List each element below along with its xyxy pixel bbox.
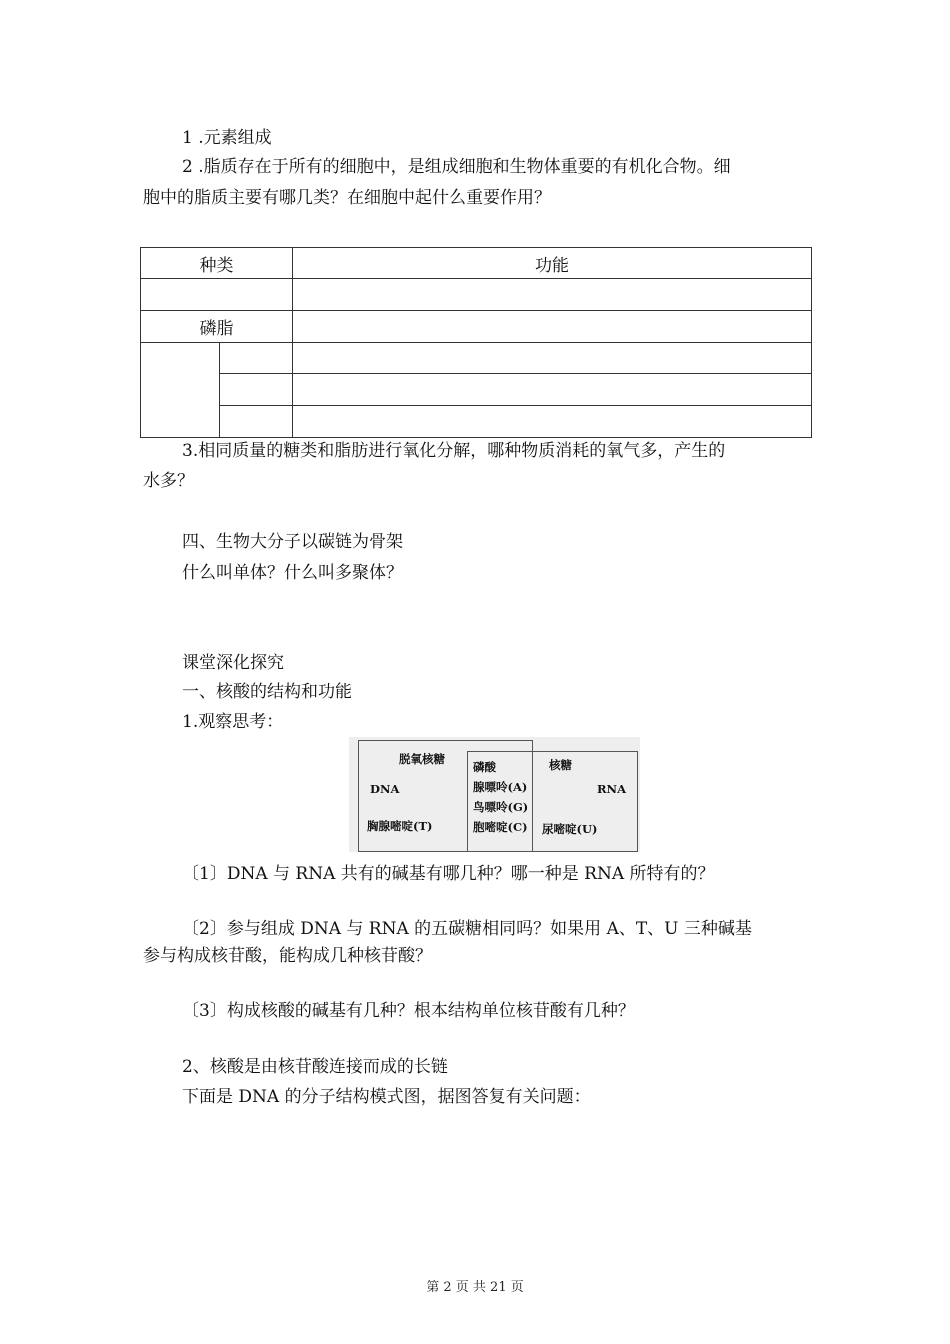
table-header-function: 功能 [293, 248, 812, 279]
section-chain-title: 2、核酸是由核苷酸连接而成的长链 [182, 1057, 448, 1077]
uracil-label: 尿嘧啶(U) [542, 822, 598, 836]
page-footer: 第 2 页 共 21 页 [426, 1280, 524, 1295]
question-2-line2: 参与构成核苷酸，能构成几种核苷酸？ [143, 946, 432, 966]
section-four-question: 什么叫单体？什么叫多聚体？ [182, 563, 403, 583]
table-cell-empty [293, 343, 812, 374]
rna-label: RNA [597, 782, 626, 796]
item-element-composition: 1 .元素组成 [182, 128, 272, 148]
observe-label: 1.观察思考： [182, 712, 284, 732]
section-chain-intro: 下面是 DNA 的分子结构模式图，据图答复有关问题： [182, 1087, 591, 1107]
table-cell-empty [220, 343, 293, 374]
question-2-line1: 〔2〕参与组成 DNA 与 RNA 的五碳糖相同吗？如果用 A、T、U 三种碱基 [182, 919, 752, 939]
phosphate-label: 磷酸 [473, 760, 496, 774]
deoxyribose-label: 脱氧核糖 [399, 752, 445, 766]
lipid-table [140, 247, 812, 438]
dna-rna-venn-diagram [349, 737, 640, 852]
ribose-label: 核糖 [549, 758, 572, 772]
guanine-label: 鸟嘌呤(G) [473, 800, 529, 814]
item-lipid-question-line1: 2 .脂质存在于所有的细胞中，是组成细胞和生物体重要的有机化合物。细 [182, 157, 731, 177]
table-cell-phospholipid: 磷脂 [141, 311, 293, 343]
table-cell-empty [293, 374, 812, 406]
dna-label: DNA [370, 782, 400, 796]
item-lipid-question-line2: 胞中的脂质主要有哪几类？在细胞中起什么重要作用？ [143, 188, 551, 208]
question-3: 〔3〕构成核酸的碱基有几种？根本结构单位核苷酸有几种？ [182, 1001, 635, 1021]
cytosine-label: 胞嘧啶(C) [473, 820, 528, 834]
table-cell-empty [220, 406, 293, 438]
table-header-kind: 种类 [141, 248, 293, 279]
table-cell-empty [141, 279, 293, 311]
deep-inquiry-title: 课堂深化探究 [182, 653, 284, 673]
deep-inquiry-subtitle: 一、核酸的结构和功能 [182, 682, 352, 702]
thymine-label: 胸腺嘧啶(T) [367, 819, 433, 833]
table-cell-empty [293, 406, 812, 438]
section-four-title: 四、生物大分子以碳链为骨架 [182, 532, 403, 552]
adenine-label: 腺嘌呤(A) [473, 780, 528, 794]
question-1: 〔1〕DNA 与 RNA 共有的碱基有哪几种？哪一种是 RNA 所特有的？ [182, 864, 715, 884]
question-oxidation-line2: 水多？ [143, 471, 194, 491]
table-cell-empty [293, 279, 812, 311]
question-oxidation-line1: 3.相同质量的糖类和脂肪进行氧化分解，哪种物质消耗的氧气多，产生的 [182, 441, 726, 461]
table-cell-group [141, 343, 220, 438]
table-cell-empty [293, 311, 812, 343]
table-cell-empty [220, 374, 293, 406]
